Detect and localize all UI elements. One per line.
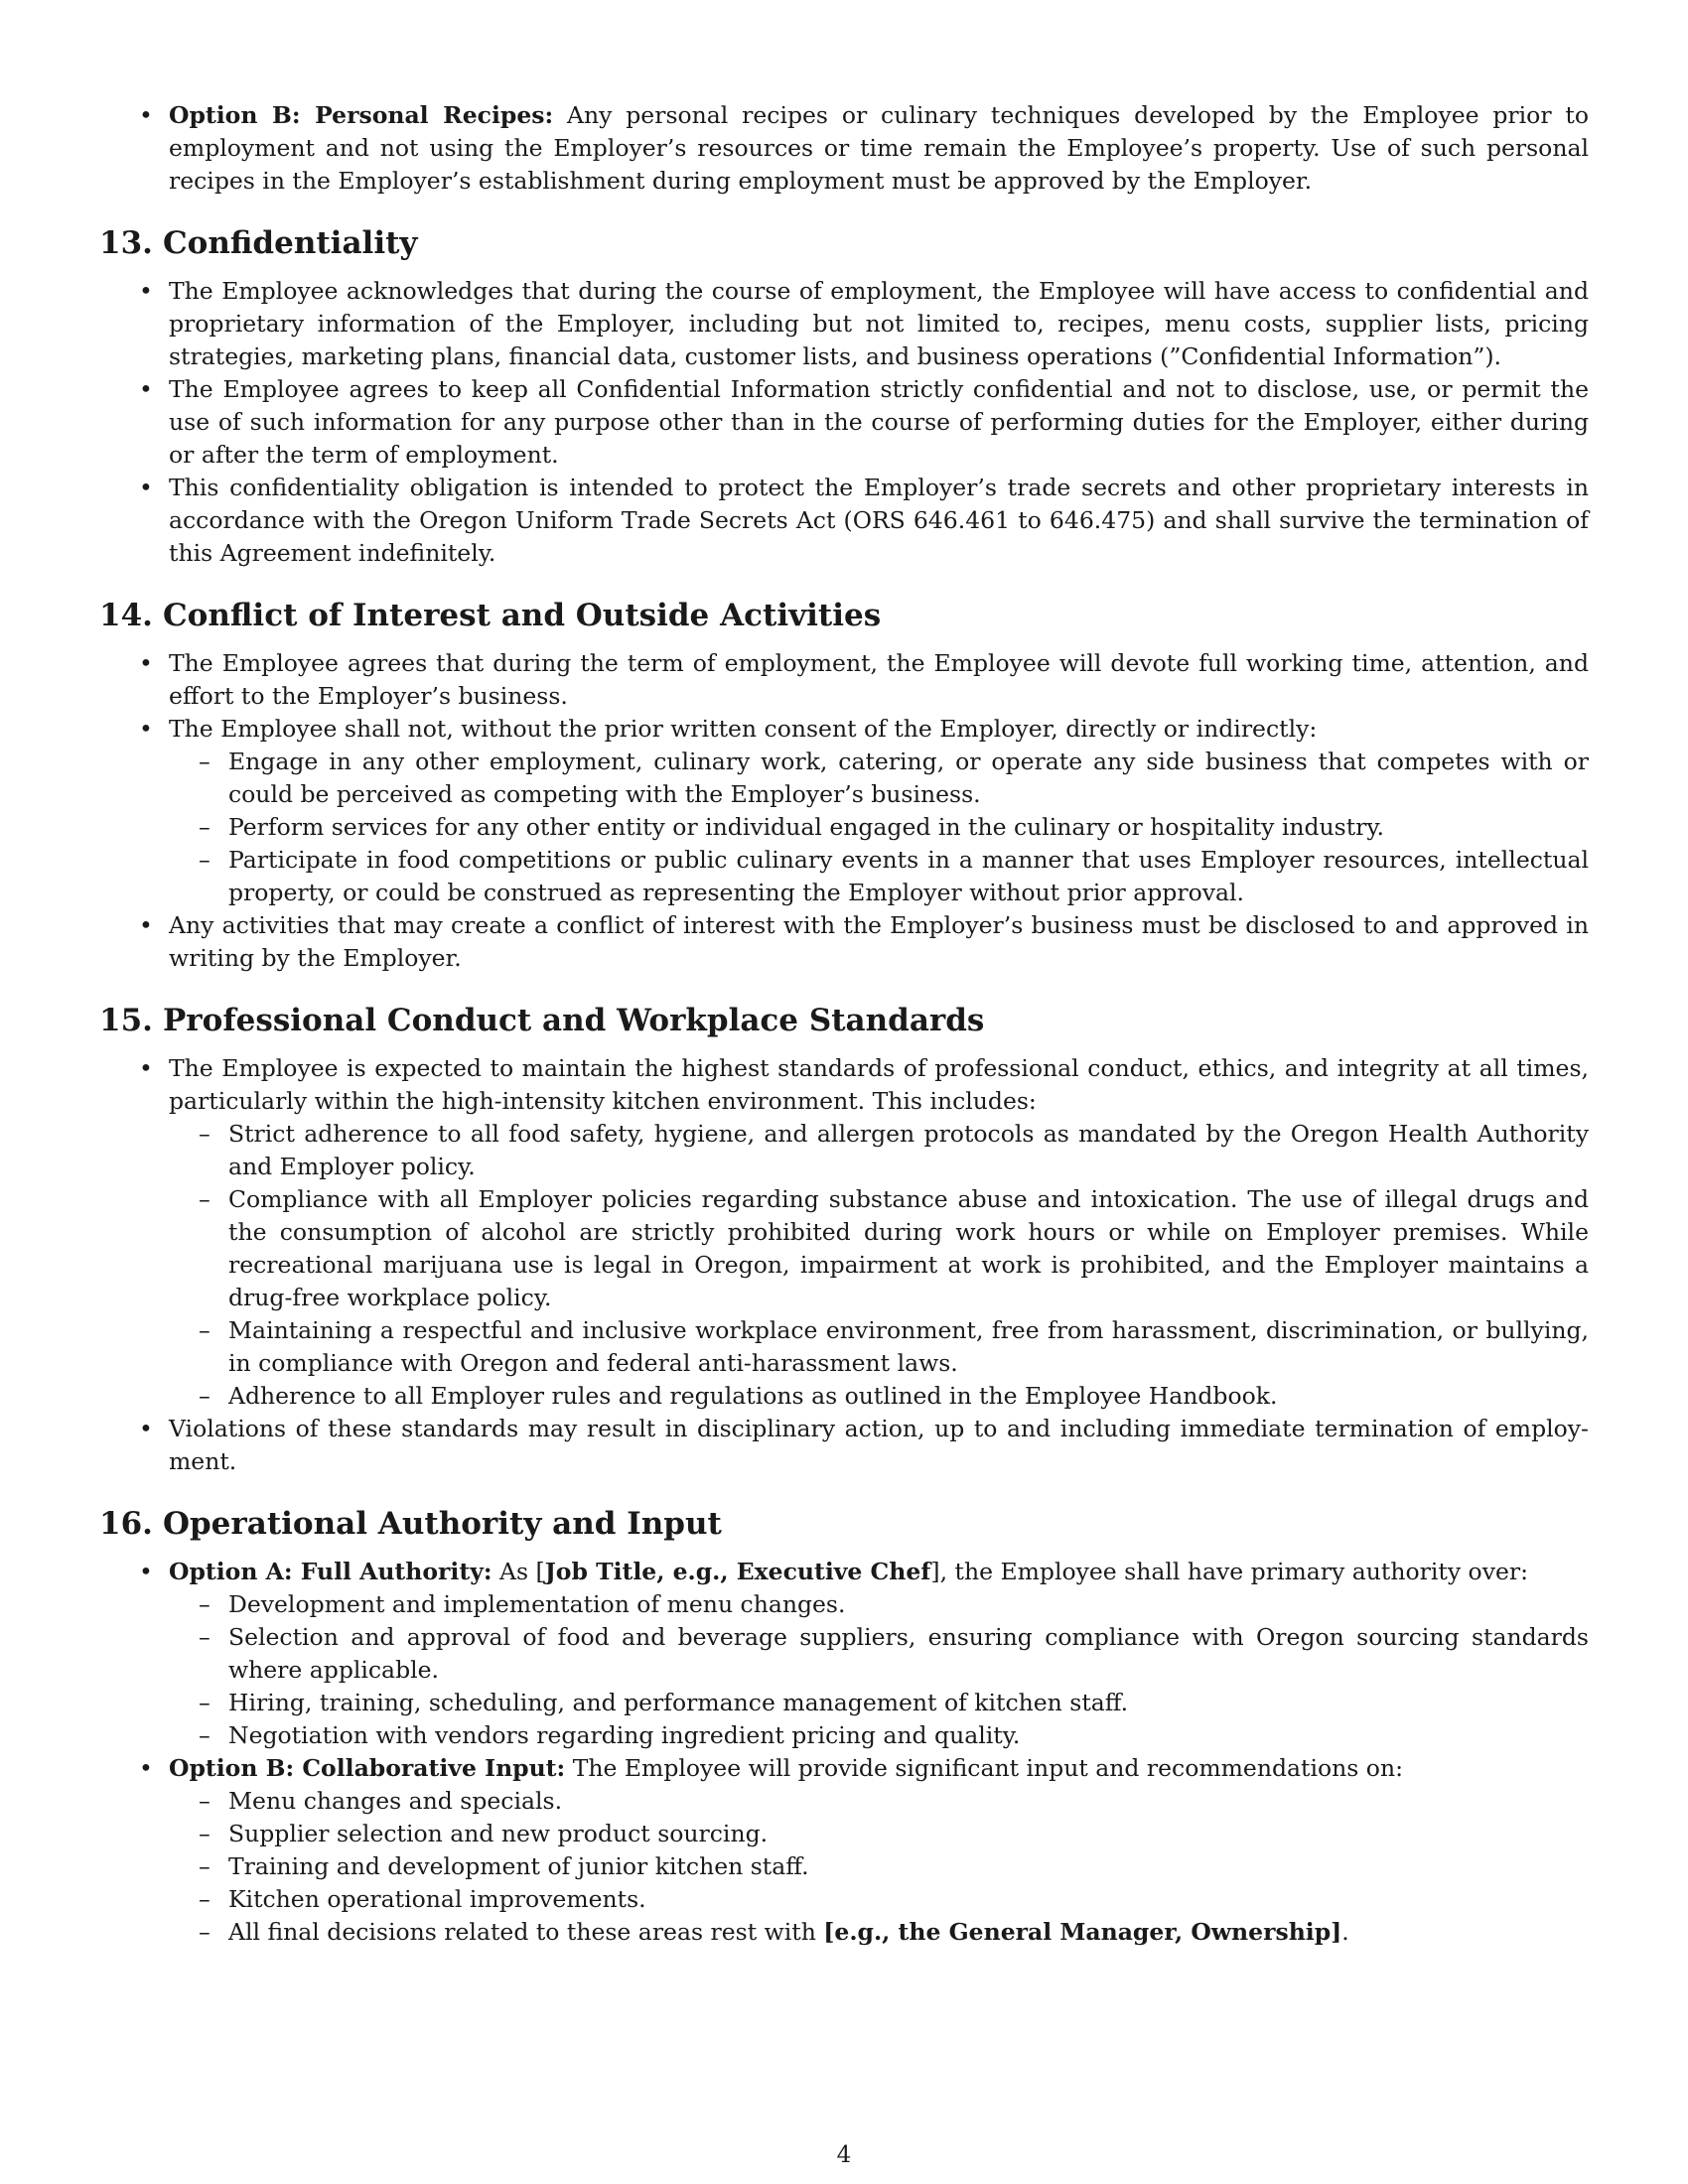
sub-list-item: – Compliance with all Employer policies regarding substance abuse and intoxication. The use of illegal drugs and the consumption of alcohol are strictly prohibited during work hours or while on Employer premises. While recreational marijuana use is legal in Oregon, impairment at work is prohibited, and the Employer maintains a drug-free workplace policy. bbox=[169, 1183, 1589, 1314]
sub-list bbox=[169, 746, 1589, 909]
section-heading-15 bbox=[99, 1001, 1589, 1040]
list-item: • The Employee acknowledges that during the course of employment, the Employee will have access to confidential and proprietary information of the Employer, including but not limited to, recipes, menu costs, supplier lists, pricing strategies, marketing plans, financial data, customer lists, and business operations (”Confidential Information”). bbox=[99, 275, 1589, 373]
section-number: 15. bbox=[99, 1003, 153, 1038]
list-item: • The Employee agrees that during the term of employment, the Employee will devote full working time, attention, and effort to the Employer’s business. bbox=[99, 647, 1589, 713]
list-item: • This confidentiality obligation is intended to protect the Employer’s trade secrets and other proprietary interests in accordance with the Oregon Uniform Trade Secrets Act (ORS 646.461 to 646.475) and shall survive the termination of this Agreement indefinitely. bbox=[99, 472, 1589, 570]
list-item-text: The Employee will provide significant input and recommendations on: bbox=[565, 1754, 1404, 1782]
section-title: Confidentiality bbox=[163, 225, 418, 261]
sub-list-item: – Supplier selection and new product sourcing. bbox=[169, 1818, 1589, 1850]
list-item bbox=[99, 99, 1589, 198]
list-item-text: The Employee shall not, without the prior written consent of the Employer, directly or indirectly: bbox=[169, 715, 1318, 743]
section-title: Conflict of Interest and Outside Activities bbox=[163, 598, 882, 633]
list-item-text: All final decisions related to these areas rest with bbox=[228, 1918, 824, 1946]
section-heading-13 bbox=[99, 223, 1589, 263]
sub-list-item: – Participate in food competitions or public culinary events in a manner that uses Employer resources, intellectual property, or could be construed as representing the Employer without prior approval. bbox=[169, 844, 1589, 909]
list-item: • Violations of these standards may result in disciplinary action, up to and including immediate termination of employ- ment. bbox=[99, 1413, 1589, 1478]
list-item bbox=[99, 1052, 1589, 1413]
list-item-text: . bbox=[1341, 1918, 1349, 1946]
list-item bbox=[99, 1556, 1589, 1752]
list-item: • Any activities that may create a conflict of interest with the Employer’s business must be disclosed to and approved in writing by the Employer. bbox=[99, 909, 1589, 975]
list-item bbox=[99, 1752, 1589, 1949]
section-13-list bbox=[99, 275, 1589, 570]
list-item-text: Any personal recipes or culinary techniques developed by the Employee prior to employment and not using the Employer’s resources or time remain the Employee’s property. Use of such personal recipes in the Employer’s establishment during employment must be approved by the Employer. bbox=[169, 101, 1589, 195]
list-item bbox=[99, 713, 1589, 909]
section-title: Operational Authority and Input bbox=[163, 1506, 722, 1542]
page-content bbox=[99, 99, 1589, 1949]
section-title: Professional Conduct and Workplace Standards bbox=[163, 1003, 985, 1038]
list-item-text: The Employee is expected to maintain the highest standards of professional conduct, ethics, and integrity at all times, particularly within the high-intensity kitchen environment. This includes: bbox=[169, 1054, 1589, 1115]
page-number: 4 bbox=[836, 2142, 852, 2168]
sub-list-item: – Kitchen operational improvements. bbox=[169, 1883, 1589, 1916]
sub-list-item: – Menu changes and specials. bbox=[169, 1785, 1589, 1818]
section-16-list bbox=[99, 1556, 1589, 1949]
sub-list-item: – Engage in any other employment, culinary work, catering, or operate any side business that competes with or could be perceived as competing with the Employer’s business. bbox=[169, 746, 1589, 811]
section-15-list bbox=[99, 1052, 1589, 1478]
section-number: 13. bbox=[99, 225, 153, 261]
section-heading-14 bbox=[99, 596, 1589, 635]
list-item: • The Employee agrees to keep all Confidential Information strictly confidential and not to disclose, use, or permit the use of such information for any purpose other than in the course of performing duties for the Employer, either during or after the term of employment. bbox=[99, 373, 1589, 472]
placeholder-decision-maker: [e.g., the General Manager, Ownership] bbox=[823, 1918, 1342, 1946]
sub-list-item bbox=[169, 1916, 1589, 1949]
option-label: Option B: Personal Recipes: bbox=[169, 101, 554, 129]
section-heading-16 bbox=[99, 1504, 1589, 1544]
section-number: 16. bbox=[99, 1506, 153, 1542]
section-12-continuation bbox=[99, 99, 1589, 198]
sub-list-item: – Perform services for any other entity or individual engaged in the culinary or hospitality industry. bbox=[169, 811, 1589, 844]
sub-list bbox=[169, 1785, 1589, 1949]
sub-list bbox=[169, 1588, 1589, 1752]
sub-list-item: – Development and implementation of menu changes. bbox=[169, 1588, 1589, 1621]
list-item-text: ], the Employee shall have primary authority over: bbox=[930, 1558, 1529, 1585]
sub-list-item: – Maintaining a respectful and inclusive workplace environment, free from harassment, discrimination, or bullying, in compliance with Oregon and federal anti-harassment laws. bbox=[169, 1314, 1589, 1380]
sub-list-item: – Hiring, training, scheduling, and performance management of kitchen staff. bbox=[169, 1687, 1589, 1719]
placeholder-job-title: Job Title, e.g., Executive Chef bbox=[544, 1558, 931, 1585]
sub-list bbox=[169, 1118, 1589, 1413]
sub-list-item: – Negotiation with vendors regarding ingredient pricing and quality. bbox=[169, 1719, 1589, 1752]
list-item-text: As [ bbox=[492, 1558, 545, 1585]
option-label: Option A: Full Authority: bbox=[169, 1558, 492, 1585]
option-label: Option B: Collaborative Input: bbox=[169, 1754, 566, 1782]
sub-list-item: – Strict adherence to all food safety, hygiene, and allergen protocols as mandated by the Oregon Health Authority and Employer policy. bbox=[169, 1118, 1589, 1183]
sub-list-item: – Selection and approval of food and beverage suppliers, ensuring compliance with Oregon sourcing standards where applicable. bbox=[169, 1621, 1589, 1687]
section-number: 14. bbox=[99, 598, 153, 633]
section-14-list bbox=[99, 647, 1589, 975]
sub-list-item: – Training and development of junior kitchen staff. bbox=[169, 1850, 1589, 1883]
sub-list-item: – Adherence to all Employer rules and regulations as outlined in the Employee Handbook. bbox=[169, 1380, 1589, 1413]
